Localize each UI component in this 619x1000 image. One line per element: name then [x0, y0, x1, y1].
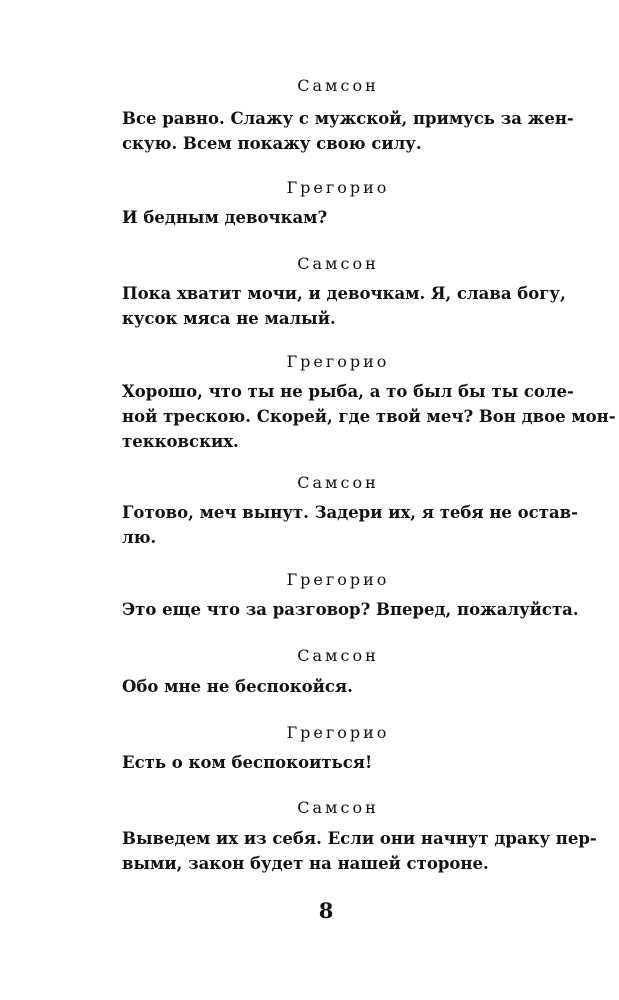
- speech-line: Выведем их из себя. Если они начнут драку пер-: [122, 829, 597, 848]
- speaker-name: Самсон: [297, 798, 379, 817]
- speech-line: Пока хватит мочи, и девочкам. Я, слава богу,: [122, 284, 566, 303]
- speech-block: [122, 379, 616, 454]
- speech-block: [122, 106, 574, 156]
- speaker-name: Грегорио: [286, 723, 390, 742]
- speech-line: Это еще что за разговор? Вперед, пожалуйста.: [122, 600, 579, 619]
- speech-block: [122, 826, 597, 876]
- speech-block: [122, 205, 554, 230]
- speech-line: Обо мне не беспокойся.: [122, 677, 353, 696]
- speaker-name: Грегорио: [286, 570, 390, 589]
- speech-block: [122, 500, 578, 550]
- speech-block: [122, 750, 554, 775]
- speaker-name: Самсон: [297, 473, 379, 492]
- page-number: 8: [318, 898, 334, 923]
- speaker-name: Самсон: [297, 254, 379, 273]
- speech-line: выми, закон будет на нашей стороне.: [122, 854, 489, 873]
- speech-line: И бедным девочкам?: [122, 208, 328, 227]
- speech-line: лю.: [122, 528, 157, 547]
- speech-line: скую. Всем покажу свою силу.: [122, 134, 422, 153]
- speech-block: [122, 281, 566, 331]
- speech-line: Есть о ком беспокоиться!: [122, 753, 373, 772]
- speech-block: [122, 597, 579, 622]
- speech-line: Хорошо, что ты не рыба, а то был бы ты соле-: [122, 382, 574, 401]
- speaker-name: Грегорио: [286, 178, 390, 197]
- speech-line: кусок мяса не малый.: [122, 309, 336, 328]
- speech-block: [122, 674, 554, 699]
- speech-line: ной трескою. Скорей, где твой меч? Вон двое мон-: [122, 407, 616, 426]
- speaker-name: Самсон: [297, 76, 379, 95]
- speaker-name: Самсон: [297, 646, 379, 665]
- speech-line: текковских.: [122, 432, 239, 451]
- speech-line: Все равно. Слажу с мужской, примусь за жен-: [122, 109, 574, 128]
- speech-line: Готово, меч вынут. Задери их, я тебя не остав-: [122, 503, 578, 522]
- speaker-name: Грегорио: [286, 352, 390, 371]
